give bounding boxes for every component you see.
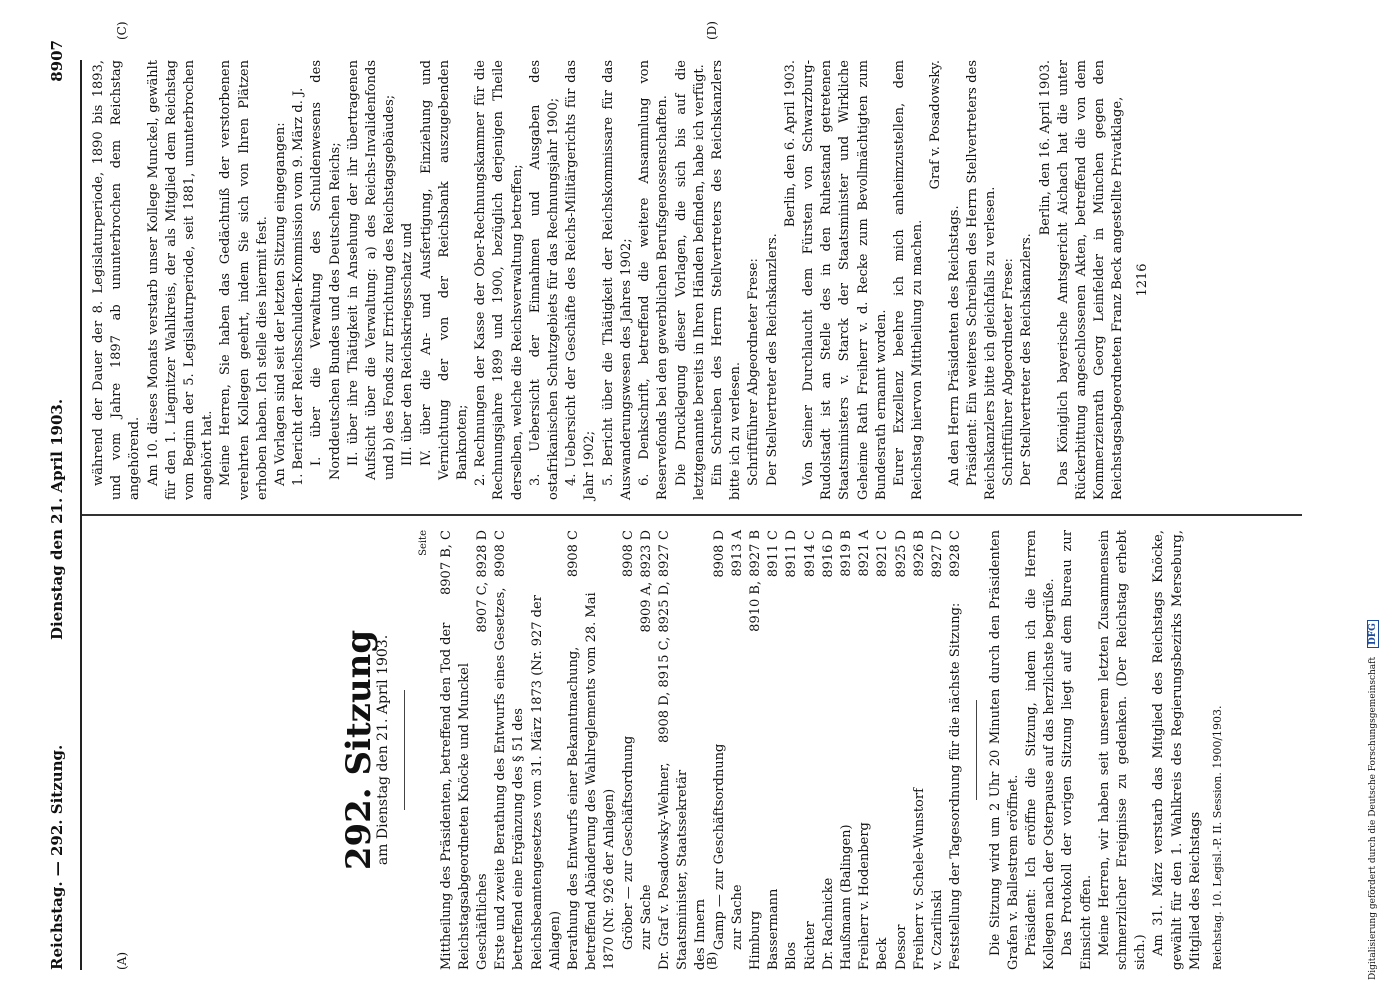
paragraph: III. über den Reichskriegsschatz und xyxy=(400,222,416,466)
column-divider xyxy=(82,514,1302,516)
page-number-bottom: 1216 xyxy=(1134,263,1150,297)
paragraph: Der Stellvertreter des Reichskanzlers. xyxy=(764,233,780,486)
toc-item: Himburg 8910 B, 8927 B xyxy=(748,530,764,970)
paragraph: Von Seiner Durchlaucht dem Fürsten von Schwarzburg-Rudolstadt ist an Stelle des in den Ruhestand getretenen Staatsministers v. Starck der Staatsminister und Wirkliche Geheime Rath Freiherr v. d. Recke zum Bevollmächtigten zum Bundesrath ernannt worden. xyxy=(800,60,889,500)
paragraph: Präsident: Ein weiteres Schreiben des Herrn Stellvertreters des Reichskanzlers bitte ich gleichfalls zu verlesen. xyxy=(964,60,998,500)
digitization-text: Digitalisierung gefördert durch die Deutsche Forschungsgemeinschaft xyxy=(1368,656,1378,980)
toc-item: Beck 8921 C xyxy=(875,530,891,970)
paragraph: 5. Bericht über die Thätigkeit der Reichskommissare für das Auswanderungswesen des Jahres 1902; xyxy=(600,60,634,500)
running-header xyxy=(48,30,70,970)
paragraph: An Vorlagen sind seit der letzten Sitzung eingegangen: xyxy=(273,122,289,486)
margin-marker-c: (C) xyxy=(115,21,129,40)
paragraph: Schriftführer Abgeordneter Frese: xyxy=(746,258,762,486)
paragraph: Meine Herren, Sie haben das Gedächtniß der verstorbenen verehrten Kollegen geehrt, indem Sie sich von Ihren Plätzen erhoben haben. Ich stelle dies hiermit fest. xyxy=(218,60,270,500)
paragraph: Schriftführer Abgeordneter Frese: xyxy=(1001,258,1017,486)
paragraph: Das Königlich bayerische Amtsgericht Aichach hat die unter Rückerbittung angeschlossenen Akten, betreffend die von dem Kommerzienrath Georg Leinfelder in München gegen den Reichstagsabgeordneten Franz Beck angestellte Privatklage, xyxy=(1055,60,1126,500)
toc-item: Gröber — zur Geschäftsordnung 8908 C xyxy=(620,530,636,950)
toc-item: Dr. Rachnicke 8916 D xyxy=(820,530,836,970)
paragraph: Ein Schreiben des Herrn Stellvertreters des Reichskanzlers bitte ich zu verlesen. xyxy=(709,60,744,500)
paragraph: 1. Bericht der Reichsschulden-Kommission vom 9. März d. J. xyxy=(291,87,307,486)
margin-marker-d: (D) xyxy=(705,21,719,40)
toc-item: Bassermann 8911 C xyxy=(766,530,782,970)
digitization-note xyxy=(1368,0,1378,980)
paragraph: Am 10. dieses Monats verstarb unser Kollege Munckel, gewählt für den 1. Liegnitzer Wahlkreis, der als Mitglied dem Reichstag vom Beginn der 5. Legislaturperiode, seit 1881, ununterbrochen angehört hat. xyxy=(145,60,216,500)
paragraph: Präsident: Ich eröffne die Sitzung, indem ich die Herren Kollegen nach der Osterpause auf das herzlichste begrüße. xyxy=(1023,530,1058,970)
paragraph: Die Sitzung wird um 2 Uhr 20 Minuten durch den Präsidenten Grafen v. Ballestrem eröffnet. xyxy=(987,530,1021,970)
toc-item: Richter 8914 C xyxy=(802,530,818,970)
paragraph: II. über ihre Thätigkeit in Ansehung der ihr übertragenen Aufsicht über die Verwaltung: a) des Reichs-Invalidenfonds und b) des Fonds zur Errichtung des Reichstagsgebäudes; xyxy=(345,60,398,480)
toc-item: Dessor 8925 D xyxy=(893,530,909,970)
paragraph: Graf v. Posadowsky. xyxy=(928,60,944,190)
toc-item: zur Sache 8913 A xyxy=(729,530,745,950)
paragraph: Meine Herren, wir haben seit unserem letzten Zusammensein schmerzlicher Ereignisse zu gedenken. (Der Reichstag erhebt sich.) xyxy=(1096,530,1149,970)
toc-item: Mittheilung des Präsidenten, betreffend den Tod der Reichstagsabgeordneten Knöcke und Munckel 8907 B, C xyxy=(438,530,472,970)
dfg-logo: DFG xyxy=(1367,620,1379,648)
paragraph: Am 31. März verstarb das Mitglied des Reichstags Knöcke, gewählt für den 1. Wahlkreis des Regierungsbezirks Merseburg, Mitglied des Reichstags xyxy=(1151,530,1203,970)
header-page-number: 8907 xyxy=(48,40,66,82)
paragraph: Berlin, den 6. April 1903. xyxy=(782,60,798,228)
title-separator xyxy=(404,690,405,810)
left-column xyxy=(90,530,1227,970)
toc-item: Erste und zweite Berathung des Entwurfs eines Gesetzes, betreffend eine Ergänzung des § 51 des Reichsbeamtengesetzes vom 31. März 1873 (Nr. 927 der Anlagen) 8908 C xyxy=(493,530,563,970)
margin-marker-b: (B) xyxy=(705,951,719,970)
header-center: Dienstag den 21. April 1903. xyxy=(48,398,66,640)
seite-label: Seite xyxy=(418,530,430,556)
toc-item: Freiherr v. Schele-Wunstorf 8926 B xyxy=(911,530,927,970)
toc-item: Haußmann (Balingen) 8919 B xyxy=(839,530,855,970)
toc-item: Blos 8911 D xyxy=(784,530,800,970)
section-separator xyxy=(976,700,977,800)
toc-item: Dr. Graf v. Posadowsky-Wehner, Staatsminister, Staatssekretär des Innern 8908 D, 8915 C, 8925 D, 8927 C xyxy=(657,530,709,970)
table-of-contents xyxy=(438,530,966,970)
left-body xyxy=(987,530,1205,970)
toc-item: Berathung des Entwurfs einer Bekanntmachung, betreffend Abänderung des Wahlreglements vom 28. Mai 1870 (Nr. 926 der Anlagen) 8908 C xyxy=(566,530,618,970)
header-left: Reichstag. — 292. Sitzung. xyxy=(48,744,66,970)
paragraph: während der Dauer der 8. Legislaturperiode, 1890 bis 1893, und vom Jahre 1897 ab ununterbrochen dem Reichstag angehörend. xyxy=(91,60,143,500)
paragraph: 3. Uebersicht der Einnahmen und Ausgaben des ostafrikanischen Schutzgebiets für das Rechnungsjahr 1900; xyxy=(527,60,562,500)
toc-item: Gamp — zur Geschäftsordnung 8908 D xyxy=(711,530,727,950)
toc-item: Feststellung der Tagesordnung für die nächste Sitzung: 8928 C xyxy=(948,530,964,970)
paragraph: Der Stellvertreter des Reichskanzlers. xyxy=(1019,233,1035,486)
paragraph: IV. über die An- und Ausfertigung, Einziehung und Vernichtung der von der Reichsbank auszugebenden Banknoten; xyxy=(418,60,471,480)
paragraph: An den Herrn Präsidenten des Reichstags. xyxy=(946,205,962,486)
session-date: am Dienstag den 21. April 1903. xyxy=(375,634,392,866)
right-column xyxy=(90,60,1152,500)
session-title: 292. Sitzung xyxy=(339,629,379,871)
paragraph: 6. Denkschrift, betreffend die weitere Ansammlung von Reservefonds bei den gewerblichen Berufsgenossenschaften. xyxy=(637,60,671,500)
paragraph: Die Drucklegung dieser Vorlagen, die sich bis auf die letztgenannte bereits in Ihren Händen befinden, habe ich verfügt. xyxy=(673,60,707,500)
paragraph: Berlin, den 16. April 1903. xyxy=(1037,60,1053,236)
session-footer: Reichstag. 10. Legisl.-P. II. Session. 1900/1903. xyxy=(1210,705,1224,970)
paragraph: 4. Uebersicht der Geschäfte des Reichs-Militärgerichts für das Jahr 1902; xyxy=(564,60,598,500)
toc-item: zur Sache 8909 A, 8923 D xyxy=(638,530,654,950)
paragraph: Das Protokoll der vorigen Sitzung liegt auf dem Bureau zur Einsicht offen. xyxy=(1060,530,1094,970)
paragraph: Eurer Exzellenz beehre ich mich anheimzustellen, dem Reichstag hiervon Mittheilung zu machen. xyxy=(891,60,926,500)
margin-marker-a: (A) xyxy=(115,951,129,970)
toc-item: Freiherr v. Hodenberg 8921 A xyxy=(857,530,873,970)
toc-item: v. Czarlinski 8927 D xyxy=(930,530,946,970)
toc-item: Geschäftliches 8907 C, 8928 D xyxy=(475,530,491,970)
paragraph: I. über die Verwaltung des Schuldenwesens des Norddeutschen Bundes und des Deutschen Reichs; xyxy=(309,60,343,480)
paragraph: 2. Rechnungen der Kasse der Ober-Rechnungskammer für die Rechnungsjahre 1899 und 1900, bezüglich derjenigen Theile derselben, welche die Reichsverwaltung betreffen; xyxy=(473,60,525,500)
